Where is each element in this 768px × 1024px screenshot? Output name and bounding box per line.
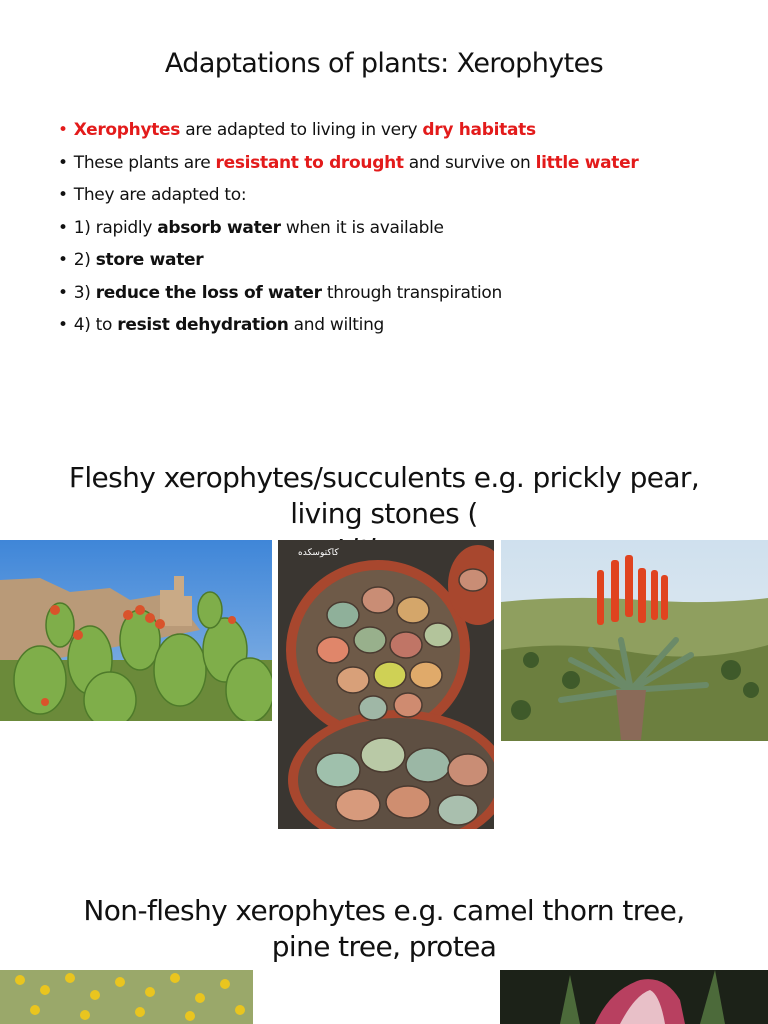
bullet-text-run: reduce the loss of water	[95, 282, 322, 303]
bullet-text-run: absorb water	[157, 217, 281, 238]
bullet-item	[58, 278, 638, 311]
slide-title-adaptations	[0, 46, 768, 82]
title-text: Adaptations of plants: Xerophytes	[164, 48, 604, 79]
bullet-text-run: dry habitats	[422, 120, 536, 140]
bullet-text-run: are adapted to living in very	[180, 120, 423, 140]
non-fleshy-title-line2: pine tree, protea	[271, 930, 497, 963]
bullet-item	[58, 213, 638, 246]
bullet-text-run: resistant to drought	[215, 152, 404, 173]
bullet-text-run: 2)	[73, 250, 96, 270]
bullet-item	[58, 310, 638, 343]
bullet-item	[58, 115, 638, 148]
non-fleshy-title-line1: Non-fleshy xerophytes e.g. camel thorn tree,	[83, 894, 685, 927]
bullet-text-run: and wilting	[288, 315, 385, 335]
lithops-photo	[278, 540, 494, 829]
slide-title-non-fleshy	[0, 893, 768, 965]
bullet-text-run: little water	[535, 152, 639, 173]
aloe-photo	[501, 540, 768, 741]
bullet-item	[58, 148, 638, 181]
fleshy-title-line1: Fleshy xerophytes/succulents e.g. prickly pear,	[68, 461, 700, 494]
bullet-text-run: and survive on	[403, 152, 536, 173]
bullet-list	[58, 115, 638, 343]
bullet-text-run: when it is available	[280, 217, 444, 238]
bullet-text-run: store water	[95, 250, 204, 270]
bullet-text-run: 4) to	[73, 315, 118, 335]
bullet-text-run: These plants are	[73, 152, 216, 173]
bullet-text-run: They are adapted to:	[73, 185, 247, 205]
protea-photo	[500, 970, 768, 1024]
bullet-text-run: Xerophytes	[73, 120, 181, 140]
bullet-text-run: through transpiration	[321, 282, 502, 303]
fleshy-line2-pre: living stones (	[290, 497, 478, 530]
bullet-text-run: resist dehydration	[117, 315, 289, 335]
bullet-item	[58, 180, 638, 213]
camel-thorn-photo	[0, 970, 253, 1024]
bullet-text-run: 3)	[73, 282, 96, 303]
prickly-pear-photo	[0, 540, 272, 721]
bullet-text-run: 1) rapidly	[73, 217, 158, 238]
bullet-item	[58, 245, 638, 278]
svg-text:کاکتوسکده: کاکتوسکده	[298, 548, 339, 558]
